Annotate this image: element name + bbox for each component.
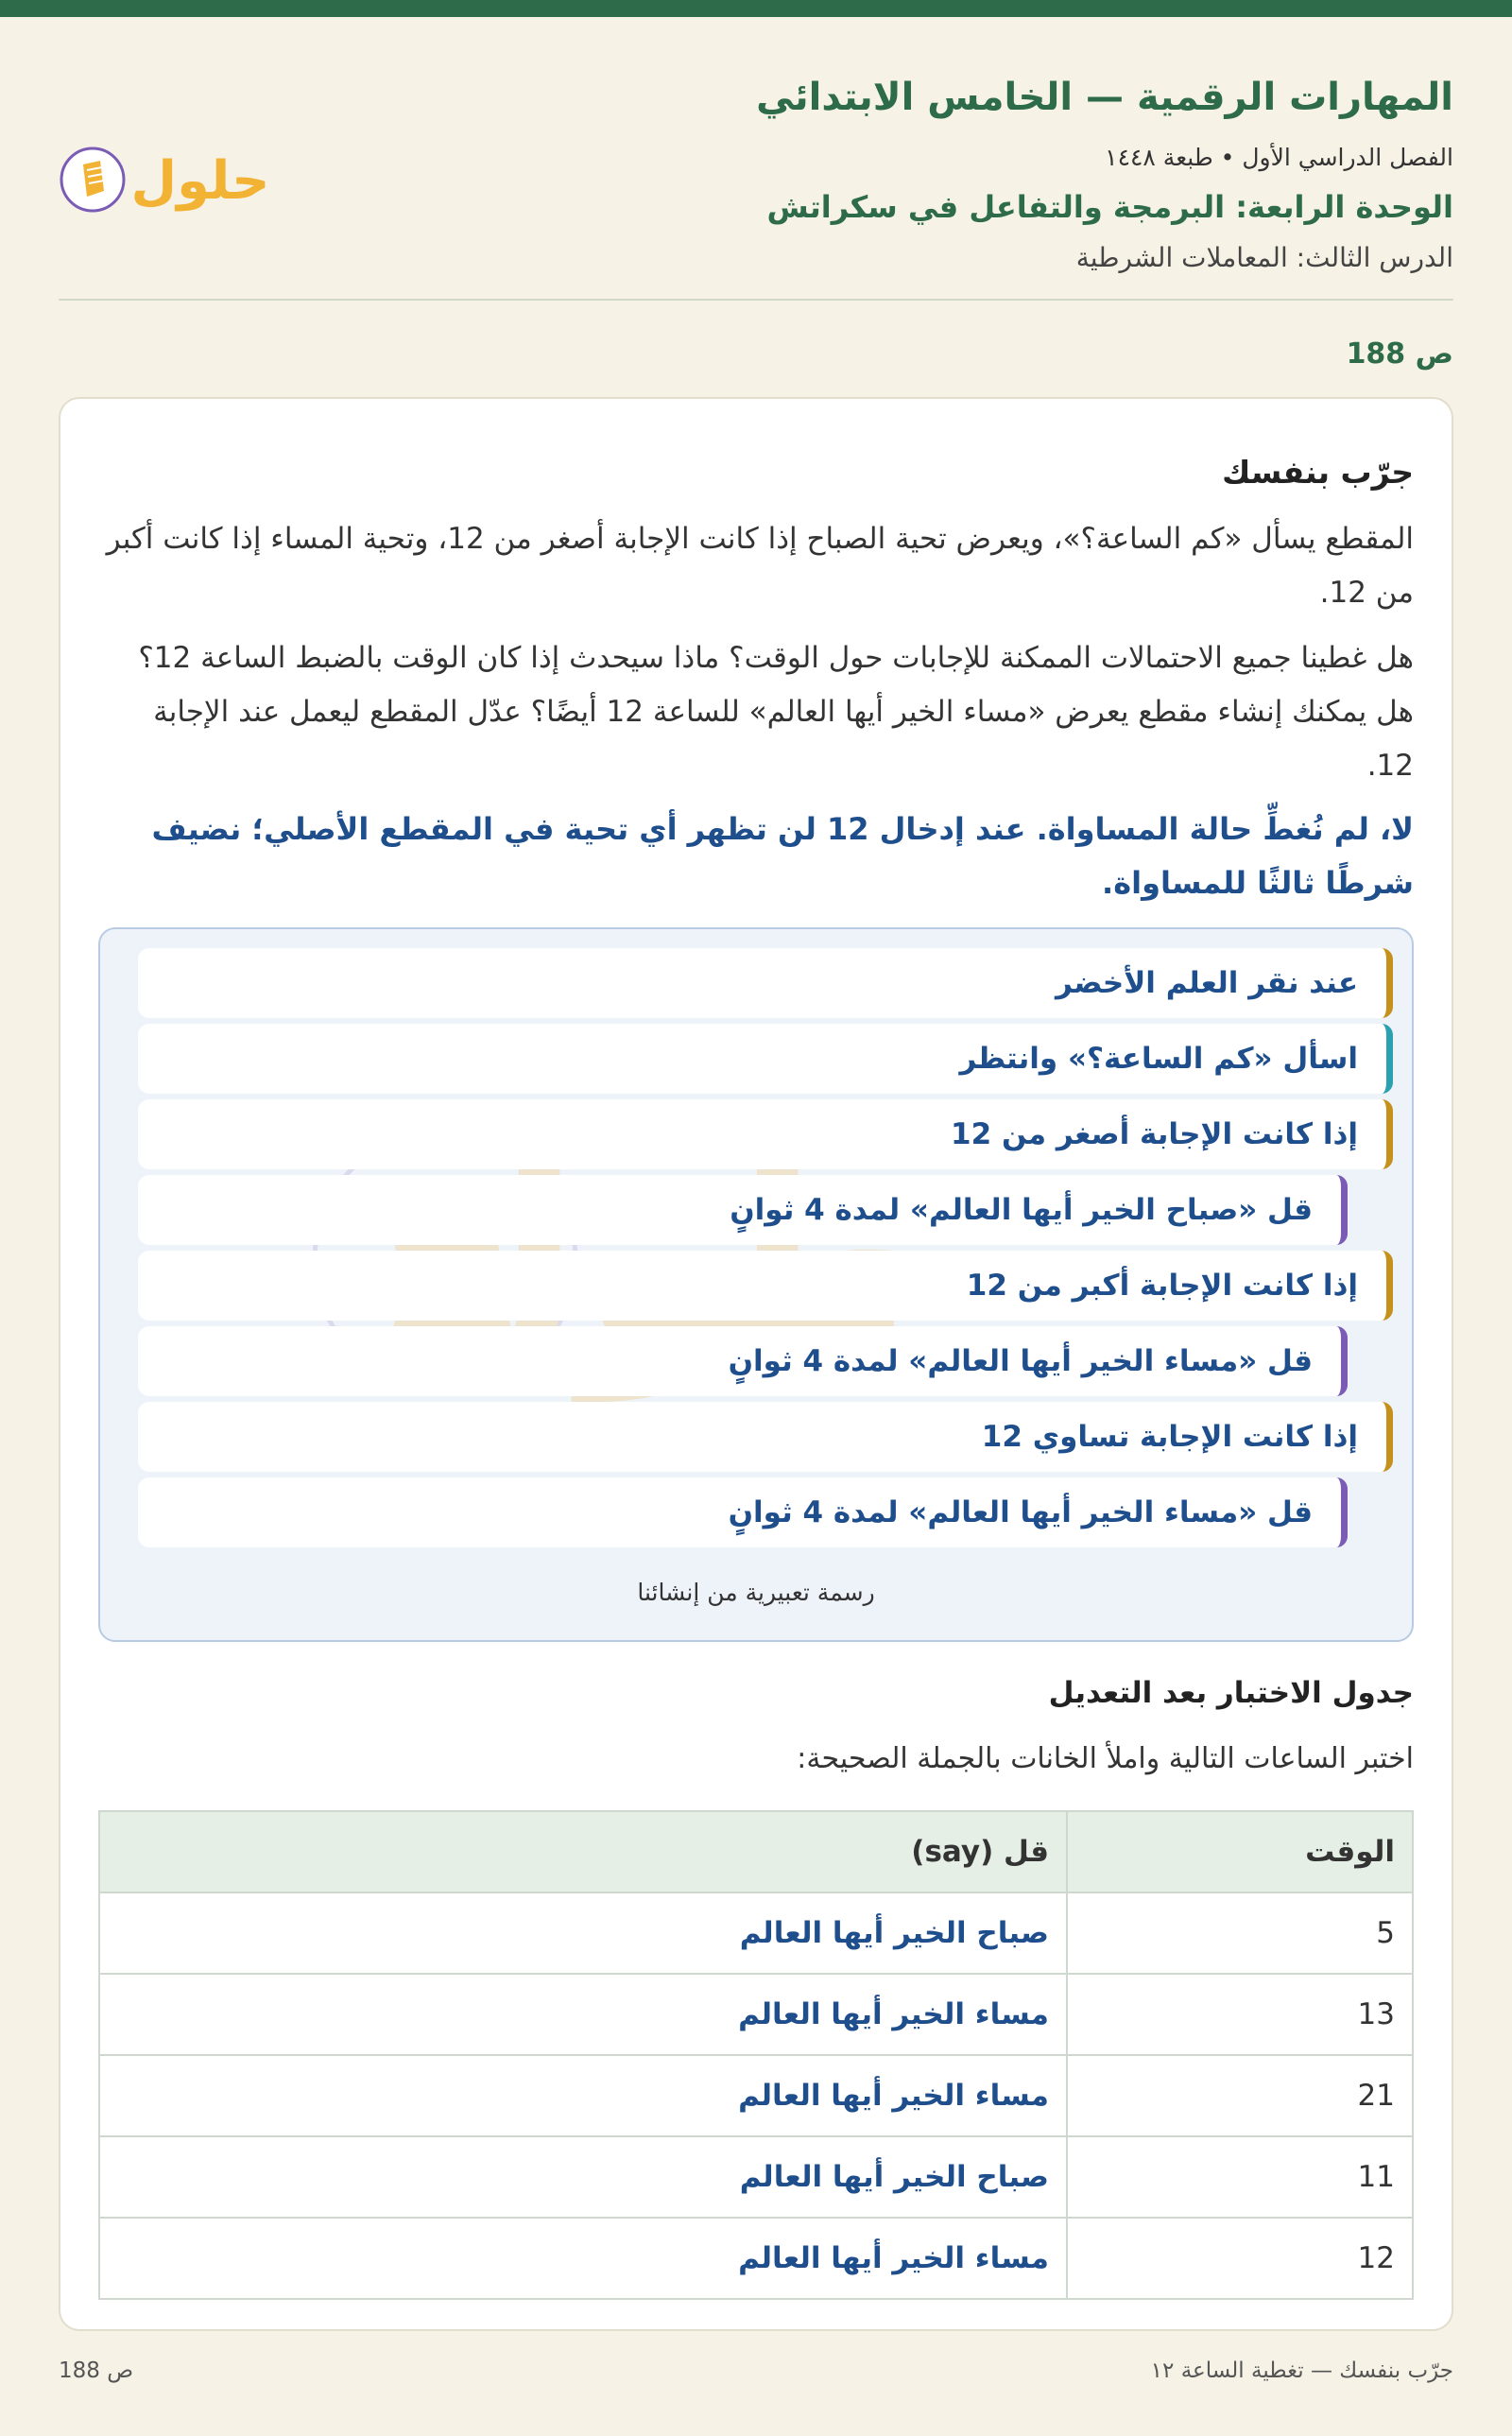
- table-row: [99, 1974, 1413, 2055]
- say-cell: صباح الخير أيها العالم: [99, 1892, 1067, 1974]
- semester-edition: الفصل الدراسي الأول • طبعة ١٤٤٨: [1105, 144, 1453, 171]
- scratch-block-ctrl: إذا كانت الإجابة أكبر من 12: [138, 1251, 1393, 1321]
- exercise-paragraph-2: هل غطينا جميع الاحتمالات الممكنة للإجابات حول الوقت؟ ماذا سيحدث إذا كان الوقت بالضبط الساعة 12؟ هل يمكنك إنشاء مقطع يعرض «مساء الخير أيها العالم» للساعة 12 أيضًا؟ عدّل المقطع ليعمل عند الإجابة 12.: [138, 641, 1414, 783]
- scratch-block-looks: قل «مساء الخير أيها العالم» لمدة 4 ثوانٍ: [138, 1326, 1348, 1396]
- logo-wordmark: حلول: [130, 150, 270, 212]
- test-table: [98, 1810, 1414, 2300]
- table-row: [99, 2218, 1413, 2299]
- code-block-list: [138, 948, 1393, 1553]
- page-header: [59, 66, 1453, 302]
- page-footer: [59, 2358, 1453, 2396]
- say-cell: صباح الخير أيها العالم: [99, 2136, 1067, 2218]
- exercise-paragraph-1: المقطع يسأل «كم الساعة؟»، ويعرض تحية الصباح إذا كانت الإجابة أصغر من 12، وتحية المساء إذا كانت أكبر من 12.: [106, 522, 1414, 610]
- scratch-block-event: عند نقر العلم الأخضر: [138, 948, 1393, 1018]
- time-cell: 21: [1067, 2055, 1413, 2136]
- blocks-caption: رسمة تعبيرية من إنشائنا: [637, 1579, 875, 1606]
- section-heading: جرّب بنفسك: [1222, 454, 1414, 491]
- scratch-block-looks: قل «صباح الخير أيها العالم» لمدة 4 ثوانٍ: [138, 1175, 1348, 1245]
- scratch-block-looks: قل «مساء الخير أيها العالم» لمدة 4 ثوانٍ: [138, 1477, 1348, 1547]
- table-body: [99, 1892, 1413, 2299]
- time-cell: 5: [1067, 1892, 1413, 1974]
- table-heading: جدول الاختبار بعد التعديل: [1048, 1676, 1414, 1710]
- header-divider: [59, 299, 1453, 301]
- table-row: [99, 2055, 1413, 2136]
- lesson-title: الدرس الثالث: المعاملات الشرطية: [1075, 242, 1453, 273]
- table-row: [99, 2136, 1413, 2218]
- unit-title: الوحدة الرابعة: البرمجة والتفاعل في سكراتش: [766, 189, 1453, 225]
- content-card: [59, 397, 1453, 2331]
- say-cell: مساء الخير أيها العالم: [99, 2055, 1067, 2136]
- table-instruction: اختبر الساعات التالية واملأ الخانات بالجملة الصحيحة:: [797, 1742, 1414, 1775]
- footer-page-number: ص 188: [59, 2358, 134, 2383]
- scratch-blocks-panel: [98, 927, 1414, 1642]
- book-title: المهارات الرقمية — الخامس الابتدائي: [756, 76, 1453, 119]
- hulul-logo: [59, 123, 276, 236]
- answer-text: لا، لم نُغطِّ حالة المساواة. عند إدخال 12 لن تظهر أي تحية في المقطع الأصلي؛ نضيف شرطًا ثالثًا للمساواة.: [151, 811, 1414, 901]
- scratch-block-ctrl: إذا كانت الإجابة تساوي 12: [138, 1402, 1393, 1472]
- say-cell: مساء الخير أيها العالم: [99, 2218, 1067, 2299]
- footer-section-label: جرّب بنفسك — تغطية الساعة ١٢: [1150, 2358, 1453, 2383]
- scratch-block-ctrl: إذا كانت الإجابة أصغر من 12: [138, 1099, 1393, 1169]
- table-row: [99, 1892, 1413, 1974]
- say-cell: مساء الخير أيها العالم: [99, 1974, 1067, 2055]
- scratch-block-sense: اسأل «كم الساعة؟» وانتظر: [138, 1024, 1393, 1094]
- top-accent-bar: [0, 0, 1512, 17]
- time-cell: 11: [1067, 2136, 1413, 2218]
- time-cell: 12: [1067, 2218, 1413, 2299]
- header-titles: [414, 66, 1453, 284]
- column-header-say: قل (say): [99, 1811, 1067, 1892]
- page-number: ص 188: [1346, 337, 1453, 371]
- table-header-row: [99, 1811, 1413, 1892]
- column-header-time: الوقت: [1067, 1811, 1413, 1892]
- time-cell: 13: [1067, 1974, 1413, 2055]
